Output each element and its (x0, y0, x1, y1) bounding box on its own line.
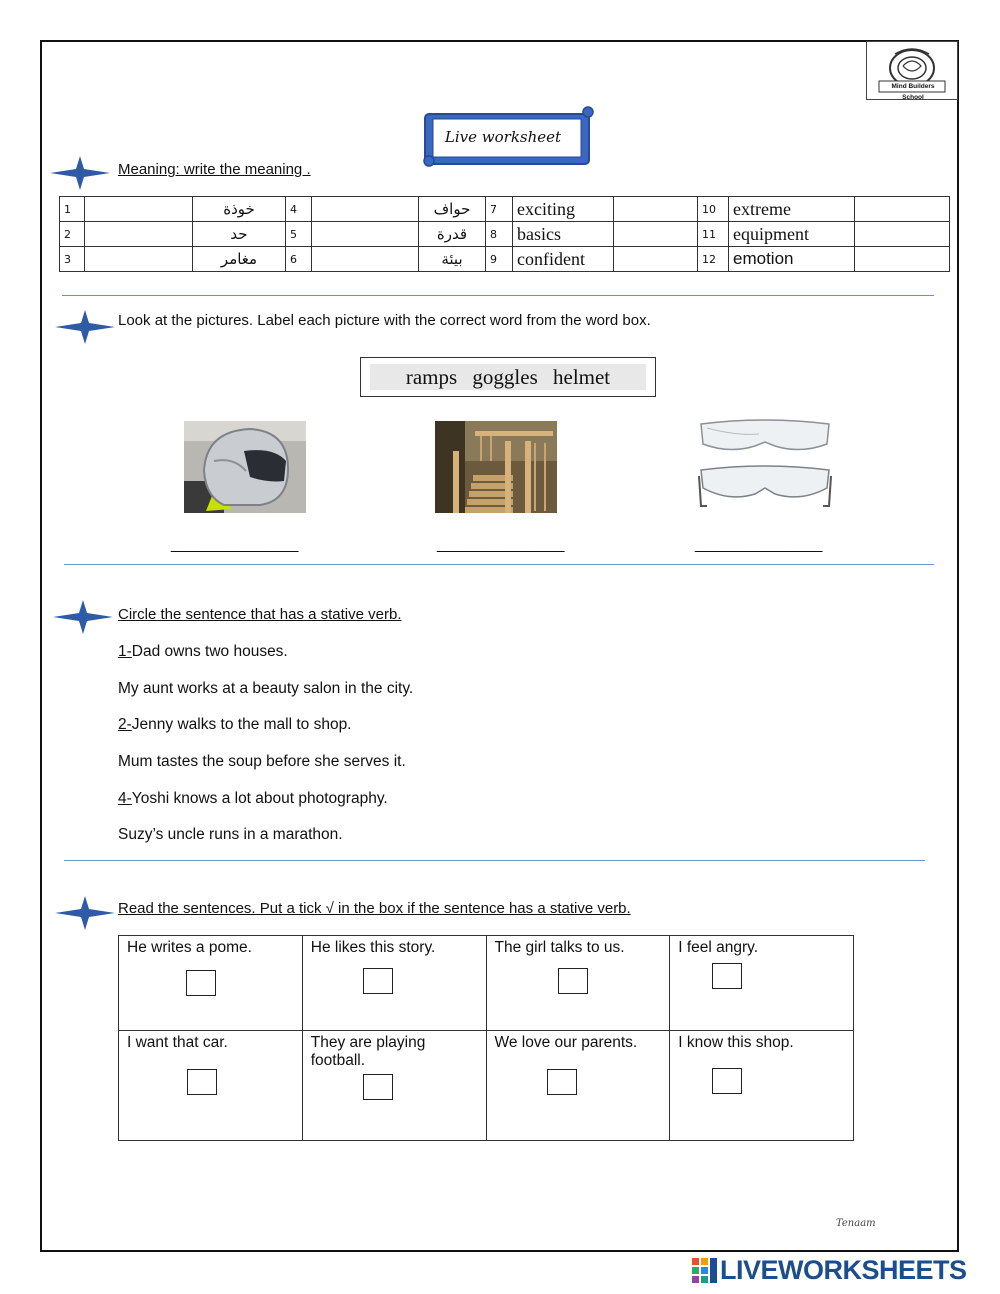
answer-cell[interactable] (85, 197, 193, 222)
tick-checkbox[interactable] (547, 1069, 577, 1095)
tick-cell (486, 936, 670, 1031)
answer-cell[interactable] (614, 222, 698, 247)
tick-sentence: He likes this story. (310, 939, 436, 956)
answer-cell[interactable] (312, 247, 419, 272)
section-divider (62, 295, 934, 296)
vocab-number: 12 (698, 247, 729, 272)
sentence-option[interactable] (118, 716, 352, 734)
tick-sentence: He writes a pome. (127, 939, 252, 956)
answer-cell[interactable] (614, 247, 698, 272)
vocab-word: مغامر (193, 247, 286, 272)
answer-cell[interactable] (855, 222, 950, 247)
tick-row (119, 936, 854, 1031)
answer-cell[interactable] (312, 222, 419, 247)
sentence-number: 4- (118, 790, 132, 807)
vocab-number: 5 (286, 222, 312, 247)
sentence-option[interactable] (118, 753, 406, 771)
vocab-table (59, 196, 950, 272)
tick-cell (302, 1031, 486, 1141)
vocab-word: قدرة (419, 222, 486, 247)
author-signature: Tenaam (836, 1218, 876, 1229)
tick-cell (670, 936, 854, 1031)
tick-cell (119, 1031, 303, 1141)
tick-table (118, 935, 854, 1141)
sentence-text: Yoshi knows a lot about photography. (131, 790, 388, 807)
label-blank[interactable]: ________________ (171, 536, 298, 553)
word-box-words: ramps goggles helmet (370, 364, 646, 390)
word-box (360, 357, 656, 397)
sentence-text: My aunt works at a beauty salon in the city. (118, 680, 414, 697)
section-divider (64, 564, 934, 565)
vocab-number: 9 (486, 247, 513, 272)
vocab-number: 6 (286, 247, 312, 272)
vocab-number: 11 (698, 222, 729, 247)
tick-sentence: We love our parents. (494, 1034, 638, 1051)
title-banner (423, 106, 595, 168)
answer-cell[interactable] (85, 222, 193, 247)
tick-checkbox[interactable] (187, 1069, 217, 1095)
label-blank[interactable]: ________________ (437, 536, 564, 553)
section1-heading: Meaning: write the meaning . (118, 161, 311, 178)
tick-checkbox[interactable] (363, 968, 393, 994)
helmet-picture (184, 421, 306, 513)
tick-cell (486, 1031, 670, 1141)
tick-sentence: They are playing football. (310, 1034, 426, 1069)
tick-sentence: The girl talks to us. (494, 939, 625, 956)
tick-cell (119, 936, 303, 1031)
tick-cell (302, 936, 486, 1031)
sentence-number: 1- (118, 643, 132, 660)
logo-caption: Mind Builders School (891, 83, 935, 101)
vocab-word: equipment (729, 222, 855, 247)
school-logo (866, 41, 958, 100)
tick-sentence: I know this shop. (678, 1034, 794, 1051)
vocab-word: حد (193, 222, 286, 247)
answer-cell[interactable] (855, 197, 950, 222)
vocab-number: 2 (60, 222, 85, 247)
vocab-row (60, 247, 950, 272)
tick-sentence: I feel angry. (678, 939, 759, 956)
star-bullet-icon (55, 310, 115, 344)
vocab-word: basics (513, 222, 614, 247)
tick-row (119, 1031, 854, 1141)
vocab-word: بيئة (419, 247, 486, 272)
vocab-number: 1 (60, 197, 85, 222)
tick-checkbox[interactable] (558, 968, 588, 994)
tick-sentence: I want that car. (127, 1034, 228, 1051)
answer-cell[interactable] (85, 247, 193, 272)
vocab-word: exciting (513, 197, 614, 222)
tick-checkbox[interactable] (712, 1068, 742, 1094)
section3-heading: Circle the sentence that has a stative verb. (118, 606, 402, 623)
sentence-text: Mum tastes the soup before she serves it. (118, 753, 406, 770)
goggles-picture (697, 414, 833, 512)
answer-cell[interactable] (855, 247, 950, 272)
tick-checkbox[interactable] (712, 963, 742, 989)
answer-cell[interactable] (312, 197, 419, 222)
tick-checkbox[interactable] (186, 970, 216, 996)
tick-cell (670, 1031, 854, 1141)
section-divider (64, 860, 925, 861)
vocab-number: 10 (698, 197, 729, 222)
liveworksheets-wordmark: LIVEWORKSHEETS (720, 1255, 967, 1285)
star-bullet-icon (55, 896, 115, 930)
star-bullet-icon (50, 156, 110, 190)
sentence-text: Dad owns two houses. (131, 643, 288, 660)
star-bullet-icon (53, 600, 113, 634)
vocab-number: 8 (486, 222, 513, 247)
label-blank[interactable]: ________________ (695, 536, 822, 553)
vocab-word: extreme (729, 197, 855, 222)
sentence-option[interactable] (118, 680, 413, 698)
sentence-option[interactable] (118, 643, 288, 661)
section4-heading: Read the sentences. Put a tick √ in the box if the sentence has a stative verb. (118, 900, 631, 917)
vocab-row (60, 197, 950, 222)
vocab-number: 4 (286, 197, 312, 222)
sentence-text: Jenny walks to the mall to shop. (131, 716, 352, 733)
vocab-word: خوذة (193, 197, 286, 222)
sentence-number: 2- (118, 716, 132, 733)
section2-heading: Look at the pictures. Label each picture with the correct word from the word box. (118, 312, 651, 329)
answer-cell[interactable] (614, 197, 698, 222)
vocab-row (60, 222, 950, 247)
sentence-text: Suzy’s uncle runs in a marathon. (118, 826, 343, 843)
tick-checkbox[interactable] (363, 1074, 393, 1100)
ramps-picture (435, 421, 557, 513)
vocab-word: حواف (419, 197, 486, 222)
vocab-word: emotion (729, 247, 855, 272)
sentence-option[interactable] (118, 790, 388, 808)
vocab-number: 3 (60, 247, 85, 272)
vocab-word: confident (513, 247, 614, 272)
sentence-option[interactable] (118, 826, 343, 844)
liveworksheets-brand (692, 1255, 992, 1285)
banner-title: Live worksheet (444, 128, 562, 146)
vocab-number: 7 (486, 197, 513, 222)
liveworksheets-logo-icon (692, 1258, 718, 1284)
